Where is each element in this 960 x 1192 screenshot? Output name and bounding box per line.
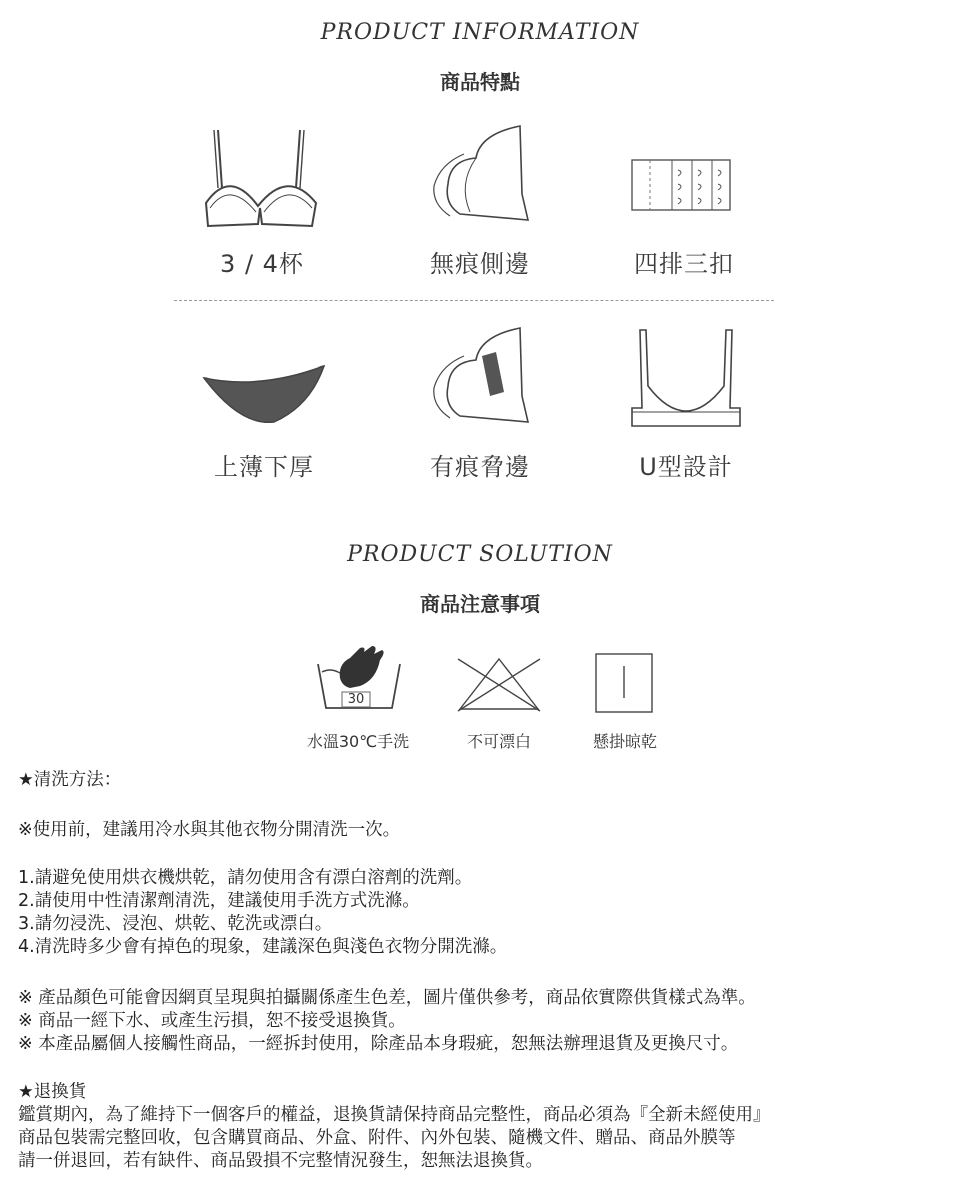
solution-zh-title: 商品注意事項 xyxy=(420,592,540,616)
feature-label-5: 有痕脅邊 xyxy=(430,453,530,481)
pre-wash-note: ※使用前，建議用冷水與其他衣物分開清洗一次。 xyxy=(18,820,401,840)
feature-label-6: U型設計 xyxy=(639,453,733,481)
line-dry-icon xyxy=(594,652,654,714)
return-line: 商品包裝需完整回收，包含購買商品、外盒、附件、內外包裝、隨機文件、贈品、商品外膜等 xyxy=(18,1128,736,1148)
feature-label-2: 無痕側邊 xyxy=(430,250,530,278)
solution-en-title: PRODUCT SOLUTION xyxy=(347,542,613,567)
bra-side-band-icon xyxy=(420,326,540,426)
info-zh-title: 商品特點 xyxy=(440,70,520,94)
info-en-title: PRODUCT INFORMATION xyxy=(320,20,640,45)
feature-label-4: 上薄下厚 xyxy=(214,453,314,481)
disclaimer: ※ 商品一經下水、或產生污損，恕不接受退換貨。 xyxy=(18,1011,406,1031)
u-shape-back-icon xyxy=(626,326,746,430)
bra-icon xyxy=(200,128,324,230)
care-label-wash: 水溫30℃手洗 xyxy=(306,732,410,751)
no-bleach-icon xyxy=(456,655,542,713)
wash-step: 1.請避免使用烘衣機烘乾，請勿使用含有漂白溶劑的洗劑。 xyxy=(18,868,473,888)
care-label-bleach: 不可漂白 xyxy=(466,732,531,751)
feature-divider xyxy=(174,300,774,301)
return-heading: ★退換貨 xyxy=(18,1082,87,1102)
cup-pad-icon xyxy=(200,360,328,428)
feature-label-3: 四排三扣 xyxy=(634,250,734,278)
return-line: 鑑賞期內，為了維持下一個客戶的權益，退換貨請保持商品完整性，商品必須為『全新未經使用』 xyxy=(18,1105,771,1125)
feature-label-1: 3 / 4杯 xyxy=(220,250,304,278)
bra-side-icon xyxy=(420,124,540,224)
disclaimer: ※ 產品顏色可能會因網頁呈現與拍攝關係產生色差，圖片僅供參考，商品依實際供貨樣式為準。 xyxy=(18,988,756,1008)
hook-clasp-icon xyxy=(628,158,734,212)
wash-step: 2.請使用中性清潔劑清洗，建議使用手洗方式洗滌。 xyxy=(18,891,420,911)
return-line: 請一併退回，若有缺件、商品毀損不完整情況發生，恕無法退換貨。 xyxy=(18,1151,543,1171)
disclaimer: ※ 本產品屬個人接觸性商品，一經拆封使用，除產品本身瑕疵，恕無法辦理退貨及更換尺寸。 xyxy=(18,1034,739,1054)
wash-step: 4.清洗時多少會有掉色的現象，建議深色與淺色衣物分開洗滌。 xyxy=(18,937,508,957)
care-label-dry: 懸掛晾乾 xyxy=(592,732,657,751)
wash-temp: 30 xyxy=(347,692,365,707)
wash-step: 3.請勿浸洗、浸泡、烘乾、乾洗或漂白。 xyxy=(18,914,333,934)
wash-heading: ★清洗方法： xyxy=(18,770,122,790)
hand-wash-icon xyxy=(316,644,402,716)
